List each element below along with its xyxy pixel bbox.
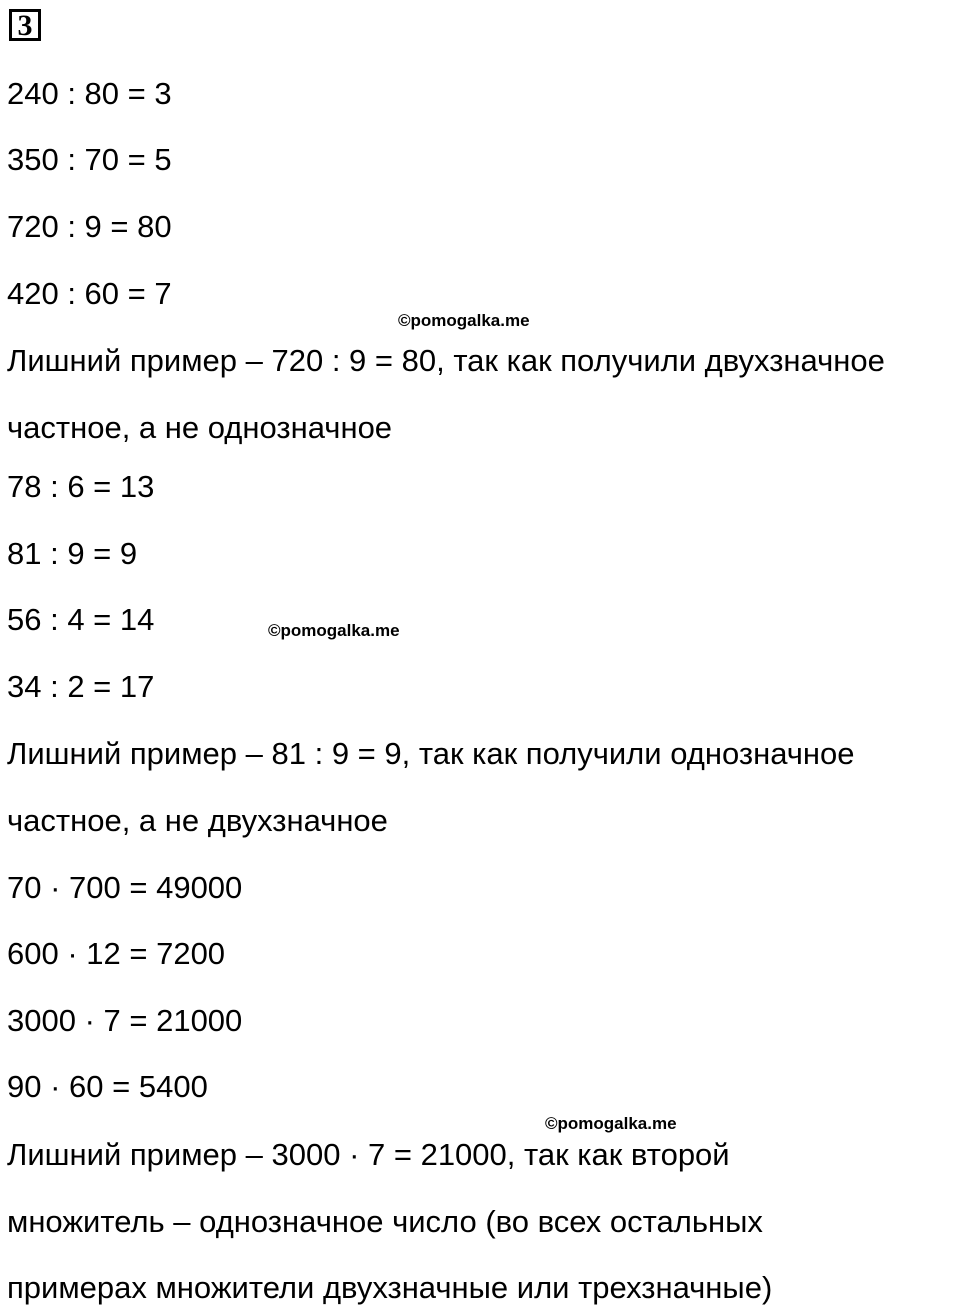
example-line: 420 : 60 = 7 xyxy=(7,276,172,311)
answer-text: Лишний пример – 81 : 9 = 9, так как получили однозначное xyxy=(7,736,855,771)
example-line: 70 · 700 = 49000 xyxy=(7,870,243,905)
watermark: ©pomogalka.me xyxy=(545,1114,677,1133)
example-line: 600 · 12 = 7200 xyxy=(7,936,226,971)
example-line: 78 : 6 = 13 xyxy=(7,469,155,504)
example-line: 3000 · 7 = 21000 xyxy=(7,1003,243,1038)
example-line: 720 : 9 = 80 xyxy=(7,209,172,244)
example-line: 90 · 60 = 5400 xyxy=(7,1069,208,1104)
watermark: ©pomogalka.me xyxy=(268,621,400,640)
example-line: 81 : 9 = 9 xyxy=(7,536,138,571)
answer-text: примерах множители двухзначные или трехзначные) xyxy=(7,1270,773,1305)
example-line: 240 : 80 = 3 xyxy=(7,76,172,111)
answer-text: частное, а не двухзначное xyxy=(7,803,388,838)
answer-text: частное, а не однозначное xyxy=(7,410,393,445)
example-line: 56 : 4 = 14 xyxy=(7,602,155,637)
example-line: 34 : 2 = 17 xyxy=(7,669,155,704)
example-line: 350 : 70 = 5 xyxy=(7,142,172,177)
answer-text: Лишний пример – 720 : 9 = 80, так как получили двухзначное xyxy=(7,343,885,378)
task-number-box: 3 xyxy=(9,9,41,41)
answer-text: Лишний пример – 3000 · 7 = 21000, так как второй xyxy=(7,1137,730,1172)
answer-text: множитель – однозначное число (во всех остальных xyxy=(7,1204,763,1239)
watermark: ©pomogalka.me xyxy=(398,311,530,330)
